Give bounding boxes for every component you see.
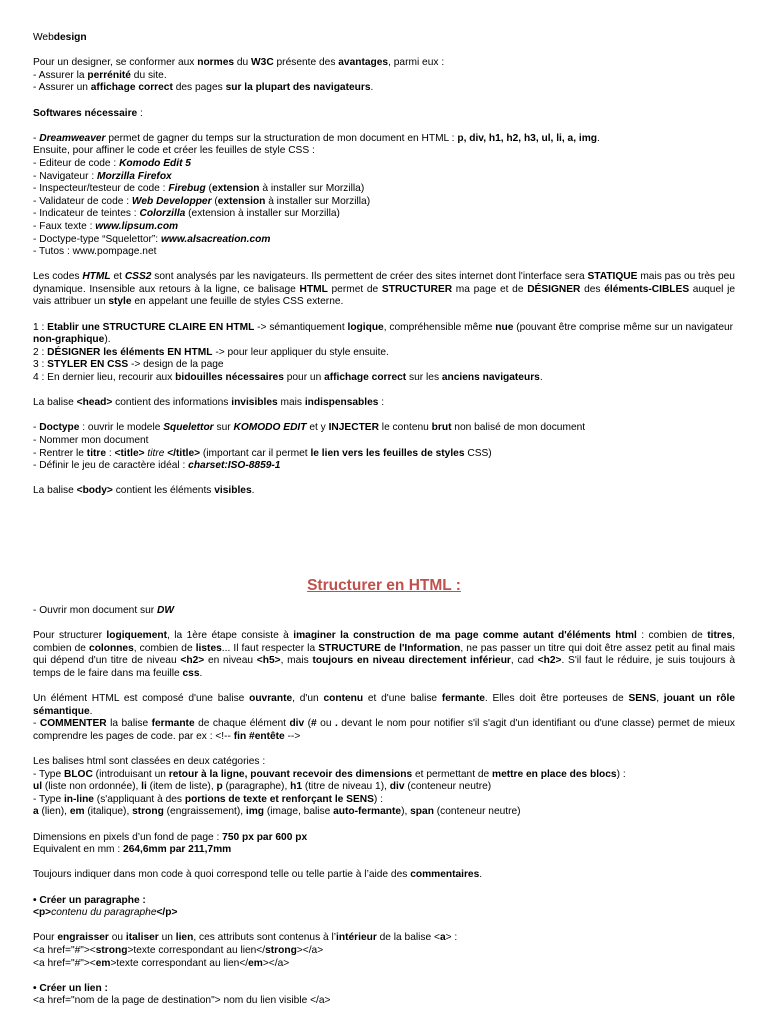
steps-list: 1 : Etablir une STRUCTURE CLAIRE EN HTML -> sémantiquement logique, compréhensible même nue (pouvant être comprise même sur un navigateur non-graphique). 2 : DÉSIGNER les éléments EN HTML -> pour leur appliquer du style ensuite. 3 : STYLER EN CSS -> design de la page 4 : En dernier lieu, recourir aux bidouilles nécessaires pour un affichage correct sur les anciens navigateurs. <box>33 321 734 384</box>
head-intro: La balise <head> contient des informations invisibles mais indispensables : <box>33 397 385 409</box>
body-line: La balise <body> contient les éléments visibles. <box>33 485 255 497</box>
codes-paragraph: Les codes HTML et CSS2 sont analysés par les navigateurs. Ils permettent de créer des sites internet dont l'interface sera STATIQUE mais pas ou très peu dynamique. Insensible aux retours à la ligne, ce balisage HTML permet de STRUCTURER ma page et de DÉSIGNER des éléments-CIBLES auquel je vais attribuer un style en appelant une feuille de styles CSS externe. <box>33 271 736 308</box>
paragraph-howto: • Créer un paragraphe : <p>contenu du paragraphe</p> <box>33 894 178 919</box>
document-page <box>33 32 735 1008</box>
section-title: Structurer en HTML : <box>307 576 461 594</box>
document-heading: Webdesign <box>33 32 87 43</box>
intro-paragraph: Pour un designer, se conformer aux normes du W3C présente des avantages, parmi eux : - Assurer la perrénité du site. - Assurer un affichage correct des pages sur la plupart des navigateurs. <box>33 57 445 94</box>
comments-line: Toujours indiquer dans mon code à quoi correspond telle ou telle partie à l’aide des commentaires. <box>33 869 483 881</box>
categories-list: Les balises html sont classées en deux catégories : - Type BLOC (introduisant un retour à la ligne, pouvant recevoir des dimensions et permettant de mettre en place des blocs) : ul (liste non ordonnée), li (item de liste), p (paragraphe), h1 (titre de niveau 1), div (conteneur neutre) - Type in-line (s'appliquant à des portions de texte et renforçant le SENS) : a (lien), em (italique), strong (engraissement), img (image, balise auto-fermante), span (conteneur neutre) <box>33 756 626 818</box>
head-list: - Doctype : ouvrir le modele Squelettor sur KOMODO EDIT et y INJECTER le contenu brut non balisé de mon document - Nommer mon document - Rentrer le titre : <title> titre </title> (important car il permet le lien vers les feuilles de styles CSS) - Définir le jeu de caractère idéal : charset:ISO-8859-1 <box>33 422 586 472</box>
link-howto: • Créer un lien : <a href="nom de la page de destination"> nom du lien visible </a> <box>33 982 331 1007</box>
element-paragraph: Un élément HTML est composé d'une balise ouvrante, d'un contenu et d'une balise fermante. Elles doit être porteuses de SENS, jouant un rôle sémantique. - COMMENTER la balise fermante de chaque élément div (# ou . devant le nom pour notifier s'il s'agit d'un identifiant ou d'une classe) permet de mieux comprendre les pages de code. par ex : <!-- fin #entête --> <box>33 693 735 742</box>
bold-italic-link-howto: Pour engraisser ou italiser un lien, ces attributs sont contenus à l’intérieur de la balise <a> : <a href="#"><strong>texte correspondant au lien</strong></a> <a href="#"><em>texte correspondant au lien</em></a> <box>33 932 458 969</box>
open-dw-line: - Ouvrir mon document sur DW <box>33 604 174 616</box>
dimensions-block: Dimensions en pixels d’un fond de page : 750 px par 600 px Equivalent en mm : 264,6mm par 211,7mm <box>33 831 308 856</box>
structure-paragraph: Pour structurer logiquement, la 1ère étape consiste à imaginer la construction de ma page comme autant d'éléments html : combien de titres, combien de colonnes, combien de listes... Il faut respecter la STRUCTURE de l'Information, ne pas passer un titre qui doit être assez petit au final mais qui dépend d'un titre de niveau <h2> en niveau <h5>, mais toujours en niveau directement inférieur, cad <h2>. S'il faut le réduire, je suis toujours à temps de le faire dans ma feuille css. <box>33 630 736 679</box>
software-list: - Dreamweaver permet de gagner du temps sur la structuration de mon document en HTML : p, div, h1, h2, h3, ul, li, a, img. Ensuite, pour affiner le code et créer les feuilles de style CSS : - Editeur de code : Komodo Edit 5 - Navigateur : Morzilla Firefox - Inspecteur/testeur de code : Firebug (extension à installer sur Morzilla) - Validateur de code : Web Developper (extension à installer sur Morzilla) - Indicateur de teintes : Colorzilla (extension à installer sur Morzilla) - Faux texte : www.lipsum.com - Doctype-type “Squelettor”: www.alsacreation.com - Tutos : www.pompage.net <box>33 132 600 258</box>
software-section-title: Softwares nécessaire : <box>33 107 143 119</box>
